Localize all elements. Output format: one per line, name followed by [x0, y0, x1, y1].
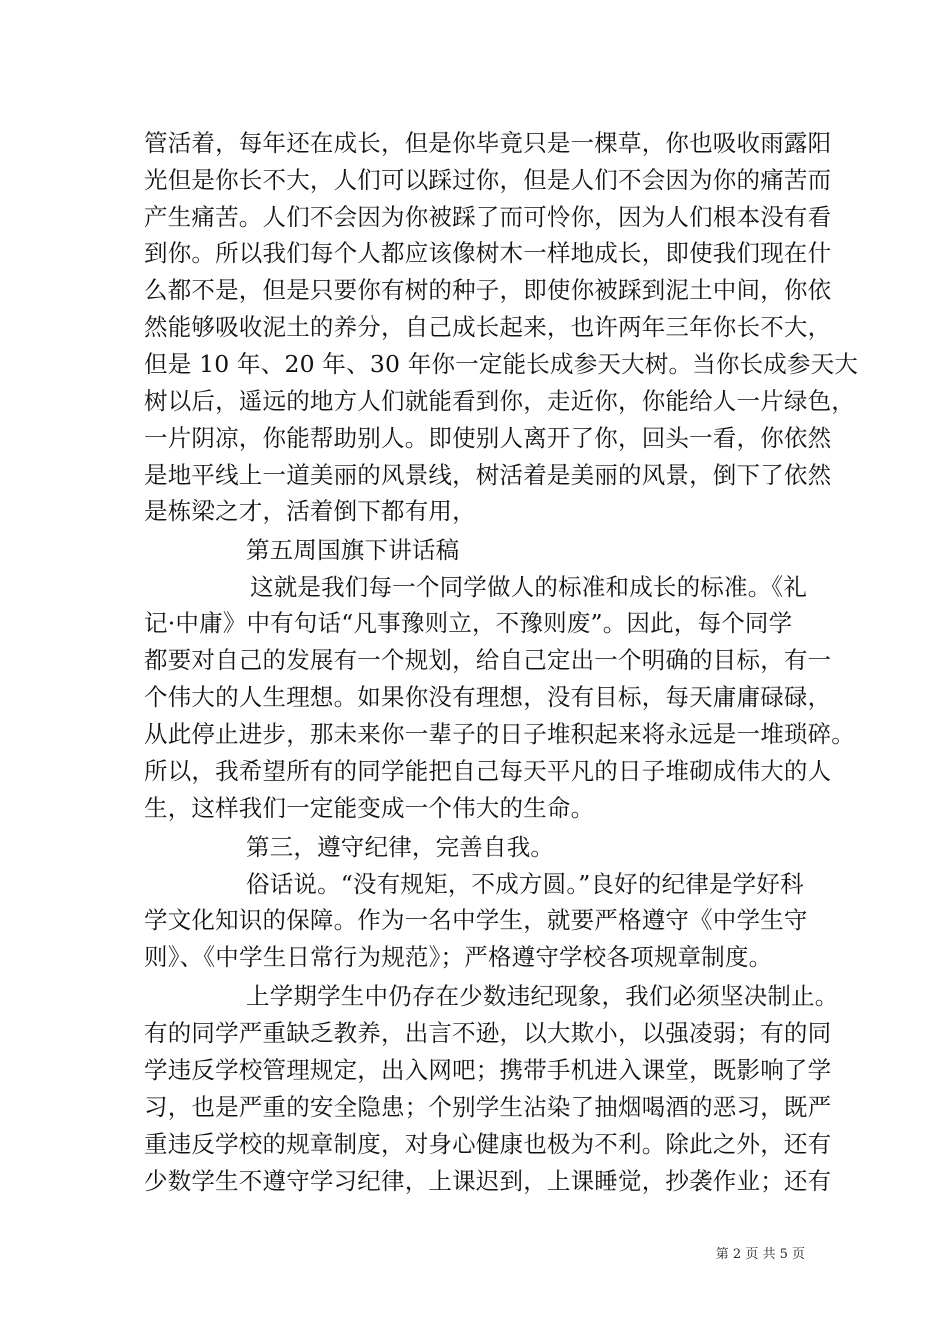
text-line: 生，这样我们一定能变成一个伟大的生命。 [144, 794, 595, 822]
text-line: 这就是我们每一个同学做人的标准和成长的标准。《礼 [250, 573, 808, 601]
text-line: 光但是你长不大，人们可以踩过你，但是人们不会因为你的痛苦而 [144, 166, 832, 194]
text-line: 但是 10 年、20 年、30 年你一定能长成参天大树。当你长成参天大 [144, 350, 859, 378]
text-line: 从此停止进步，那未来你一辈子的日子堆积起来将永远是一堆琐碎。 [144, 720, 855, 748]
text-line: 少数学生不遵守学习纪律，上课迟到，上课睡觉，抄袭作业；还有 [144, 1167, 832, 1195]
text-line: 么都不是，但是只要你有树的种子，即使你被踩到泥土中间，你依 [144, 276, 832, 304]
text-line: 上学期学生中仍存在少数违纪现象，我们必须坚决制止。 [246, 982, 839, 1010]
text-line: 管活着，每年还在成长，但是你毕竟只是一棵草，你也吸收雨露阳 [144, 129, 832, 157]
text-line: 学文化知识的保障。作为一名中学生，就要严格遵守《中学生守 [144, 906, 808, 934]
text-line: 俗话说。“没有规矩，不成方圆。”良好的纪律是学好科 [246, 870, 804, 898]
text-line: 记·中庸》中有句话“凡事豫则立，不豫则废”。因此，每个同学 [144, 609, 793, 637]
text-line: 重违反学校的规章制度，对身心健康也极为不利。除此之外，还有 [144, 1130, 832, 1158]
text-line: 则》、《中学生日常行为规范》；严格遵守学校各项规章制度。 [144, 943, 773, 971]
page-number: 第 2 页 共 5 页 [715, 1247, 805, 1262]
text-line: 然能够吸收泥土的养分，自己成长起来，也许两年三年你长不大， [144, 313, 832, 341]
text-line: 学违反学校管理规定，出入网吧；携带手机进入课堂，既影响了学 [144, 1056, 832, 1084]
text-line: 产生痛苦。人们不会因为你被踩了而可怜你，因为人们根本没有看 [144, 203, 832, 231]
text-line: 都要对自己的发展有一个规划，给自己定出一个明确的目标，有一 [144, 646, 832, 674]
text-line: 所以，我希望所有的同学能把自己每天平凡的日子堆砌成伟大的人 [144, 757, 832, 785]
text-line: 个伟大的人生理想。如果你没有理想，没有目标，每天庸庸碌碌， [144, 683, 832, 711]
text-line: 有的同学严重缺乏教养，出言不逊，以大欺小，以强凌弱；有的同 [144, 1019, 832, 1047]
text-line: 习，也是严重的安全隐患；个别学生沾染了抽烟喝酒的恶习，既严 [144, 1093, 832, 1121]
text-line: 到你。所以我们每个人都应该像树木一样地成长，即使我们现在什 [144, 239, 832, 267]
section-heading: 第五周国旗下讲话稿 [246, 536, 460, 564]
text-line: 是栋梁之才，活着倒下都有用， [144, 497, 476, 525]
text-line: 树以后，遥远的地方人们就能看到你，走近你，你能给人一片绿色， [144, 387, 855, 415]
section-heading: 第三，遵守纪律，完善自我。 [246, 833, 555, 861]
text-line: 一片阴凉，你能帮助别人。即使别人离开了你，回头一看，你依然 [144, 424, 832, 452]
text-line: 是地平线上一道美丽的风景线，树活着是美丽的风景，倒下了依然 [144, 461, 832, 489]
